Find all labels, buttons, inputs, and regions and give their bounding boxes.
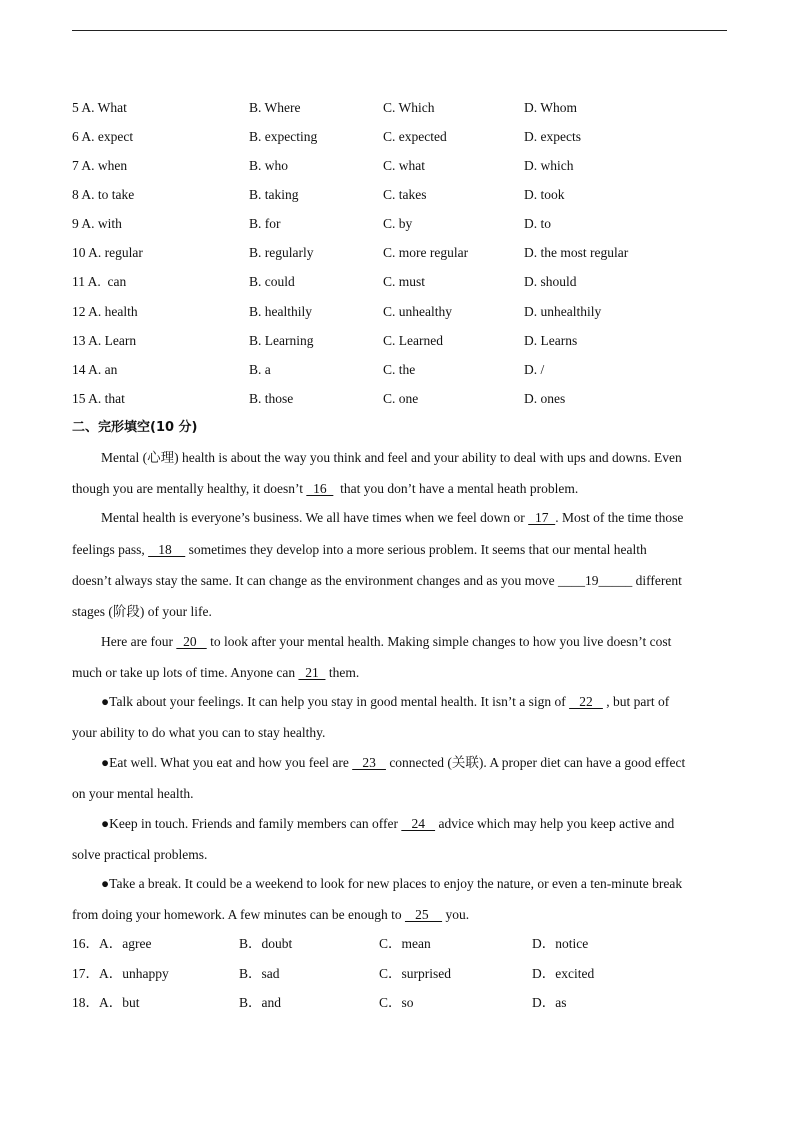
passage-line xyxy=(72,602,732,622)
passage-line xyxy=(101,448,732,468)
option-d: D. which xyxy=(524,158,574,173)
passage-line xyxy=(72,479,732,499)
passage-line xyxy=(72,784,732,804)
passage-line xyxy=(72,540,732,560)
option-b: B. regularly xyxy=(249,245,314,260)
option-c: C. one xyxy=(383,391,419,406)
option-d: D．notice xyxy=(532,936,589,951)
passage-text: connected (关联). A proper diet can have a good effect xyxy=(385,755,686,770)
passage-text: much or take up lots of time. Anyone can xyxy=(72,665,299,680)
option-a: 16．A．agree xyxy=(72,936,152,951)
option-d: D. the most regular xyxy=(524,245,629,260)
passage-line xyxy=(101,692,732,712)
blank-19: ____19_____ xyxy=(557,573,633,588)
mcq-row xyxy=(72,185,732,205)
option-b: B. healthily xyxy=(249,304,312,319)
option-c: C. unhealthy xyxy=(383,304,452,319)
passage-line xyxy=(72,905,732,925)
option-a: 6 A. expect xyxy=(72,129,134,144)
option-a: 7 A. when xyxy=(72,158,128,173)
option-b: B. expecting xyxy=(249,129,318,144)
section-title: 二、完形填空(10 分) xyxy=(72,420,198,435)
passage-text: ●Keep in touch. Friends and family members can offer xyxy=(101,816,402,831)
mcq-row xyxy=(72,331,732,351)
passage-text: doesn’t always stay the same. It can change as the environment changes and as you move xyxy=(72,573,558,588)
passage-text: advice which may help you keep active and xyxy=(435,816,675,831)
passage-text: that you don’t have a mental heath problem. xyxy=(333,481,579,496)
option-c: C．mean xyxy=(379,936,431,951)
passage-line xyxy=(72,845,732,865)
blank-17: 17 xyxy=(528,510,556,525)
option-b: B. Where xyxy=(249,100,301,115)
option-a: 13 A. Learn xyxy=(72,333,137,348)
passage-text: stages (阶段) of your life. xyxy=(72,604,212,619)
passage-text: you. xyxy=(442,907,470,922)
option-d: D. Whom xyxy=(524,100,577,115)
passage-text: , but part of xyxy=(602,694,670,709)
blank-23: 23 xyxy=(352,755,386,770)
passage-text: them. xyxy=(325,665,360,680)
option-c: C．so xyxy=(379,995,414,1010)
option-a: 12 A. health xyxy=(72,304,138,319)
mcq-row xyxy=(72,214,732,234)
option-b: B. a xyxy=(249,362,271,377)
mcq-row xyxy=(72,302,732,322)
passage-text: ●Talk about your feelings. It can help you stay in good mental health. It isn’t a sign of xyxy=(101,694,570,709)
passage-line xyxy=(101,814,732,834)
option-d: D. ones xyxy=(524,391,566,406)
option-d: D. Learns xyxy=(524,333,578,348)
option-a: 17．A．unhappy xyxy=(72,966,169,981)
passage-line xyxy=(72,663,732,683)
option-b: B. who xyxy=(249,158,289,173)
option-a: 5 A. What xyxy=(72,100,127,115)
option-d: D. expects xyxy=(524,129,581,144)
option-a: 18．A．but xyxy=(72,995,140,1010)
cloze-row xyxy=(72,934,732,954)
passage-text: on your mental health. xyxy=(72,786,194,801)
option-a: 10 A. regular xyxy=(72,245,143,260)
option-c: C. expected xyxy=(383,129,447,144)
passage-line xyxy=(101,874,732,894)
mcq-row xyxy=(72,127,732,147)
mcq-row xyxy=(72,243,732,263)
option-a: 15 A. that xyxy=(72,391,125,406)
cloze-row xyxy=(72,964,732,984)
passage-text: Here are four xyxy=(101,634,177,649)
blank-20: 20 xyxy=(176,634,207,649)
option-c: C．surprised xyxy=(379,966,451,981)
option-d: D. took xyxy=(524,187,565,202)
passage-text: your ability to do what you can to stay healthy. xyxy=(72,725,326,740)
blank-18: 18 xyxy=(148,542,186,557)
passage-text: . Most of the time those xyxy=(555,510,684,525)
option-d: D. unhealthily xyxy=(524,304,602,319)
option-b: B. for xyxy=(249,216,281,231)
option-a: 8 A. to take xyxy=(72,187,135,202)
mcq-row xyxy=(72,272,732,292)
passage-line xyxy=(101,508,732,528)
option-b: B. could xyxy=(249,274,295,289)
option-b: B. Learning xyxy=(249,333,314,348)
passage-line xyxy=(101,632,732,652)
passage-text: Mental (心理) health is about the way you think and feel and your ability to deal with ups and downs. Even xyxy=(101,450,682,465)
option-c: C. Which xyxy=(383,100,435,115)
blank-25: 25 xyxy=(404,907,443,922)
option-b: B．and xyxy=(239,995,281,1010)
option-c: C. the xyxy=(383,362,416,377)
passage-line xyxy=(72,571,732,591)
blank-16: 16 xyxy=(306,481,334,496)
option-d: D．as xyxy=(532,995,567,1010)
option-c: C. takes xyxy=(383,187,427,202)
option-c: C. more regular xyxy=(383,245,469,260)
option-a: 9 A. with xyxy=(72,216,122,231)
passage-text: to look after your mental health. Making simple changes to how you live doesn’t cost xyxy=(206,634,672,649)
mcq-row xyxy=(72,360,732,380)
passage-line xyxy=(72,723,732,743)
option-b: B. taking xyxy=(249,187,299,202)
passage-text: ●Take a break. It could be a weekend to look for new places to enjoy the nature, or even a ten-minute break xyxy=(101,876,683,891)
option-a: 11 A. can xyxy=(72,274,127,289)
option-c: C. by xyxy=(383,216,413,231)
blank-21: 21 xyxy=(298,665,326,680)
mcq-row xyxy=(72,98,732,118)
option-d: D. / xyxy=(524,362,545,377)
option-d: D. should xyxy=(524,274,577,289)
passage-text: feelings pass, xyxy=(72,542,149,557)
passage-line xyxy=(101,753,732,773)
option-d: D. to xyxy=(524,216,551,231)
option-a: 14 A. an xyxy=(72,362,118,377)
passage-text: Mental health is everyone’s business. We all have times when we feel down or xyxy=(101,510,529,525)
blank-24: 24 xyxy=(401,816,436,831)
option-b: B．doubt xyxy=(239,936,293,951)
blank-22: 22 xyxy=(569,694,603,709)
mcq-row xyxy=(72,389,732,409)
header-rule xyxy=(72,30,727,31)
passage-text: though you are mentally healthy, it doesn’t xyxy=(72,481,307,496)
passage-text: different xyxy=(632,573,682,588)
cloze-row xyxy=(72,993,732,1013)
option-b: B．sad xyxy=(239,966,280,981)
passage-text: from doing your homework. A few minutes can be enough to xyxy=(72,907,405,922)
option-c: C. must xyxy=(383,274,426,289)
option-c: C. what xyxy=(383,158,425,173)
mcq-row xyxy=(72,156,732,176)
option-d: D．excited xyxy=(532,966,595,981)
option-b: B. those xyxy=(249,391,294,406)
passage-text: ●Eat well. What you eat and how you feel are xyxy=(101,755,353,770)
passage-text: sometimes they develop into a more serious problem. It seems that our mental health xyxy=(185,542,647,557)
passage-text: solve practical problems. xyxy=(72,847,208,862)
option-c: C. Learned xyxy=(383,333,443,348)
